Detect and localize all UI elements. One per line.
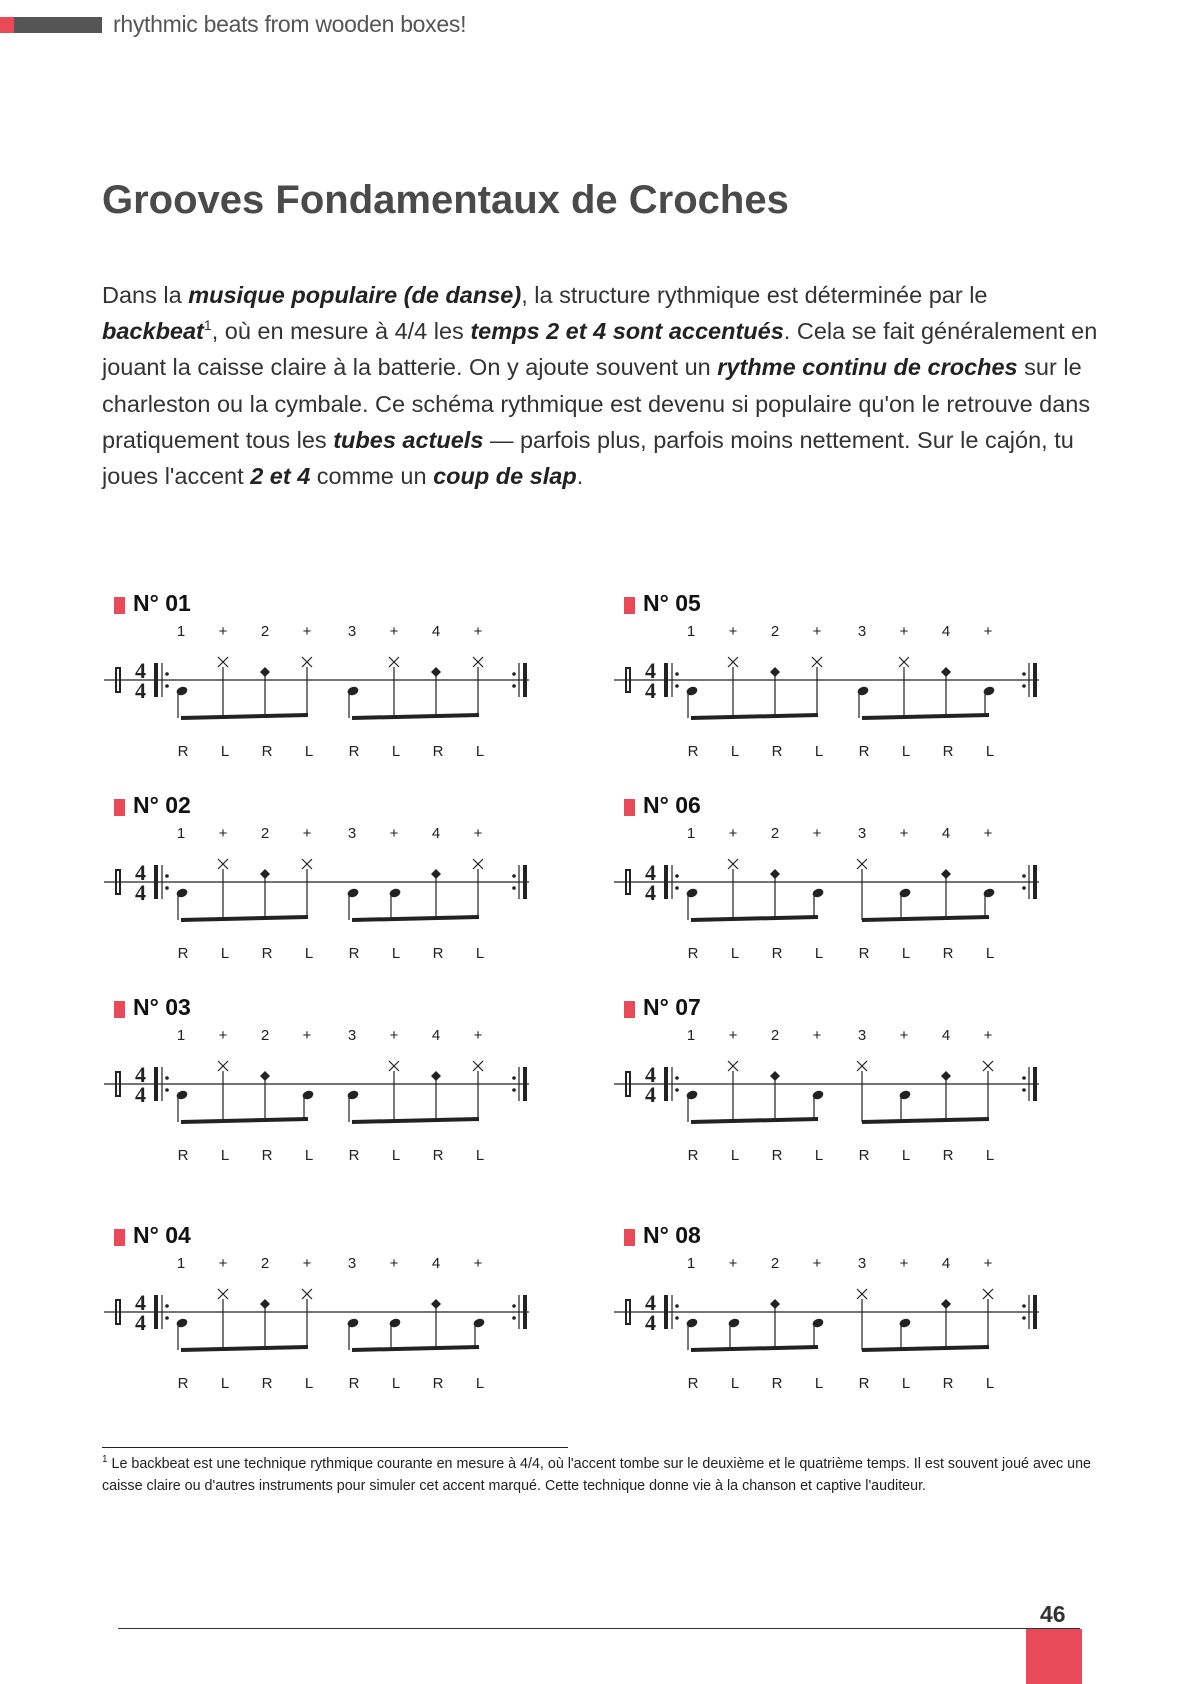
sticking-label: L [391,1375,401,1392]
repeat-dot [165,1088,169,1092]
repeat-dot [165,672,169,676]
exercise-03 [104,994,584,1184]
sticking-label: L [814,945,824,962]
sticking-label: R [261,743,273,760]
sticking-label: R [771,945,783,962]
repeat-dot [675,1088,679,1092]
count-label: 1 [686,623,696,640]
sticking-label: R [858,945,870,962]
bullet-marker [624,1229,635,1246]
sticking-label: R [687,1375,699,1392]
footnote: $^1$ Le backbeat est une technique rythmique courante en mesure à 4/4, où l'accent tombe sur le deuxième et le quatrième temps. Il est souvent joué avec une caisse claire ou d'autres instruments pour simuler cet accent marqué. Cette technique donne vie à la chanson et captive l'auditeur. [102,1454,1092,1494]
count-label: 3 [857,825,867,842]
footnote-ref: 1 [203,317,212,334]
bullet-marker [114,799,125,816]
beam [862,1347,989,1350]
count-label: + [812,1027,822,1044]
exercise-04 [104,1222,584,1412]
sticking-label: L [730,1375,740,1392]
header-gray-bar [14,17,102,33]
count-label: + [728,825,738,842]
count-label: + [899,825,909,842]
sticking-label: L [730,945,740,962]
repeat-dot [675,1076,679,1080]
sticking-label: R [177,945,189,962]
time-signature-top: 4 [645,658,656,683]
sticking-label: R [348,1147,360,1164]
exercise-01 [104,590,584,780]
count-label: 3 [857,1255,867,1272]
repeat-dot [165,1076,169,1080]
count-label: 3 [857,1027,867,1044]
sticking-label: L [220,743,230,760]
repeat-dot [512,672,516,676]
repeat-dot [1022,1304,1026,1308]
repeat-dot [512,684,516,688]
exercise-label: N° 03 [114,994,191,1021]
repeat-dot [1022,874,1026,878]
count-label: 4 [431,825,441,842]
beam [352,1119,479,1122]
count-label: + [302,1255,312,1272]
count-label: + [473,1255,483,1272]
count-label: 2 [260,825,270,842]
count-label: 1 [686,1027,696,1044]
repeat-dot [1022,1088,1026,1092]
time-signature-top: 4 [135,1290,146,1315]
repeat-dot [512,1088,516,1092]
repeat-dot [165,684,169,688]
repeat-dot [512,1304,516,1308]
sticking-label: R [177,1147,189,1164]
exercise-02 [104,792,584,982]
sticking-label: L [901,945,911,962]
count-label: 4 [941,825,951,842]
beam [691,715,818,718]
time-signature-top: 4 [645,860,656,885]
sticking-label: L [814,1147,824,1164]
beam [862,917,989,920]
sticking-label: R [348,1375,360,1392]
sticking-label: R [348,945,360,962]
exercise-label: N° 02 [114,792,191,819]
sticking-label: R [348,743,360,760]
sticking-label: L [220,1147,230,1164]
repeat-dot [512,1076,516,1080]
repeat-dot [675,684,679,688]
count-label: 4 [941,623,951,640]
count-label: 2 [260,623,270,640]
count-label: 4 [431,623,441,640]
count-label: 4 [431,1027,441,1044]
sticking-label: L [304,1375,314,1392]
count-label: 1 [176,623,186,640]
sticking-label: R [771,1375,783,1392]
sticking-label: L [475,743,485,760]
sticking-label: L [985,1147,995,1164]
notation-staff [614,1027,1084,1169]
sticking-label: L [985,743,995,760]
count-label: + [389,623,399,640]
count-label: 1 [176,1255,186,1272]
bullet-marker [114,1001,125,1018]
sticking-label: R [858,1375,870,1392]
time-signature-top: 4 [645,1062,656,1087]
repeat-dot [165,886,169,890]
beam [691,917,818,920]
footnote-rule [102,1447,568,1448]
beam [691,1347,818,1350]
sticking-label: R [942,743,954,760]
sticking-label: L [730,1147,740,1164]
sticking-label: L [220,945,230,962]
time-signature-top: 4 [135,860,146,885]
count-label: + [389,1255,399,1272]
count-label: + [218,1255,228,1272]
count-label: + [473,1027,483,1044]
time-signature-bottom: 4 [135,1082,146,1107]
notation-staff [104,623,574,765]
sticking-label: L [901,743,911,760]
count-label: + [812,1255,822,1272]
notation-staff [104,825,574,967]
count-label: + [728,1255,738,1272]
repeat-dot [675,874,679,878]
sticking-label: L [475,1375,485,1392]
sticking-label: R [432,1147,444,1164]
sticking-label: L [304,1147,314,1164]
time-signature-bottom: 4 [645,880,656,905]
page-title: Grooves Fondamentaux de Croches [102,178,789,222]
bullet-marker [624,597,635,614]
notation-staff [614,1255,1084,1397]
count-label: + [899,1027,909,1044]
count-label: + [302,623,312,640]
sticking-label: R [942,1147,954,1164]
sticking-label: L [985,945,995,962]
repeat-dot [675,886,679,890]
repeat-dot [165,1316,169,1320]
count-label: 1 [686,1255,696,1272]
sticking-label: R [942,945,954,962]
count-label: + [218,623,228,640]
sticking-label: R [771,1147,783,1164]
repeat-dot [512,1316,516,1320]
count-label: + [812,623,822,640]
exercise-05 [614,590,1094,780]
header-accent-bar [0,17,14,33]
sticking-label: L [304,743,314,760]
sticking-label: L [304,945,314,962]
sticking-label: R [687,1147,699,1164]
repeat-dot [675,1316,679,1320]
count-label: + [218,825,228,842]
repeat-dot [165,874,169,878]
count-label: + [302,1027,312,1044]
sticking-label: R [432,1375,444,1392]
notation-staff [104,1255,574,1397]
beam [181,917,308,920]
sticking-label: R [261,1147,273,1164]
count-label: 1 [176,825,186,842]
sticking-label: R [858,743,870,760]
beam [352,715,479,718]
repeat-dot [1022,684,1026,688]
count-label: 4 [941,1027,951,1044]
sticking-label: R [261,1375,273,1392]
sticking-label: L [814,743,824,760]
sticking-label: R [177,743,189,760]
beam [181,1347,308,1350]
count-label: 2 [770,623,780,640]
count-label: + [728,1027,738,1044]
sticking-label: R [261,945,273,962]
count-label: 3 [347,825,357,842]
sticking-label: L [901,1375,911,1392]
time-signature-bottom: 4 [645,678,656,703]
sticking-label: L [220,1375,230,1392]
exercise-label: N° 07 [624,994,701,1021]
count-label: + [899,623,909,640]
sticking-label: L [814,1375,824,1392]
notation-staff [614,623,1084,765]
sticking-label: R [432,945,444,962]
time-signature-bottom: 4 [645,1082,656,1107]
count-label: + [389,1027,399,1044]
beam [181,1119,308,1122]
repeat-dot [675,672,679,676]
beam [862,715,989,718]
count-label: 2 [770,1027,780,1044]
count-label: + [302,825,312,842]
exercise-07 [614,994,1094,1184]
notation-staff [614,825,1084,967]
count-label: 2 [770,1255,780,1272]
count-label: 1 [176,1027,186,1044]
count-label: + [983,1255,993,1272]
count-label: + [389,825,399,842]
count-label: + [473,623,483,640]
sticking-label: R [432,743,444,760]
beam [691,1119,818,1122]
sticking-label: R [858,1147,870,1164]
page-number: 46 [1040,1601,1066,1627]
count-label: + [218,1027,228,1044]
bullet-marker [624,799,635,816]
time-signature-bottom: 4 [135,678,146,703]
exercise-label: N° 06 [624,792,701,819]
repeat-dot [1022,672,1026,676]
exercise-label: N° 04 [114,1222,191,1249]
time-signature-top: 4 [645,1290,656,1315]
count-label: + [983,1027,993,1044]
sticking-label: R [177,1375,189,1392]
sticking-label: L [475,1147,485,1164]
repeat-dot [675,1304,679,1308]
beam [352,917,479,920]
time-signature-top: 4 [135,1062,146,1087]
exercise-08 [614,1222,1094,1412]
count-label: + [899,1255,909,1272]
exercise-label: N° 05 [624,590,701,617]
repeat-dot [512,874,516,878]
sticking-label: R [687,945,699,962]
beam [352,1347,479,1350]
repeat-dot [1022,886,1026,890]
count-label: 2 [770,825,780,842]
exercise-label: N° 01 [114,590,191,617]
sticking-label: L [391,1147,401,1164]
count-label: 3 [347,1027,357,1044]
beam [181,715,308,718]
exercise-label: N° 08 [624,1222,701,1249]
time-signature-bottom: 4 [135,1310,146,1335]
intro-paragraph: Dans la musique populaire (de danse), la structure rythmique est déterminée par le backbeat$^1$, où en mesure à 4/4 les temps 2 et 4 sont accentués. Cela se fait généralement en jouant la caisse claire à la batterie. On y ajoute souvent un rythme continu de croches sur le charleston ou la cymbale. Ce schéma rythmique est devenu si populaire qu'on le retrouve dans pratiquement tous les tubes actuels — parfois plus, parfois moins nettement. Sur le cajón, tu joues l'accent 2 et 4 comme un coup de slap. [102,282,1098,490]
footer-rule [118,1628,1080,1629]
count-label: 3 [857,623,867,640]
count-label: + [983,825,993,842]
sticking-label: R [687,743,699,760]
beam [862,1119,989,1122]
bullet-marker [114,1229,125,1246]
sticking-label: L [730,743,740,760]
sticking-label: L [901,1147,911,1164]
bullet-marker [114,597,125,614]
time-signature-bottom: 4 [645,1310,656,1335]
running-title: rhythmic beats from wooden boxes! [113,11,467,37]
sticking-label: L [391,945,401,962]
time-signature-top: 4 [135,658,146,683]
count-label: + [983,623,993,640]
count-label: + [812,825,822,842]
time-signature-bottom: 4 [135,880,146,905]
footer-accent-box [1026,1629,1082,1684]
count-label: 1 [686,825,696,842]
count-label: 2 [260,1027,270,1044]
count-label: 3 [347,1255,357,1272]
bullet-marker [624,1001,635,1018]
repeat-dot [1022,1316,1026,1320]
exercise-06 [614,792,1094,982]
sticking-label: L [985,1375,995,1392]
repeat-dot [165,1304,169,1308]
sticking-label: L [475,945,485,962]
repeat-dot [1022,1076,1026,1080]
count-label: 4 [941,1255,951,1272]
count-label: 2 [260,1255,270,1272]
count-label: + [728,623,738,640]
count-label: 3 [347,623,357,640]
sticking-label: L [391,743,401,760]
sticking-label: R [771,743,783,760]
notation-staff [104,1027,574,1169]
count-label: 4 [431,1255,441,1272]
sticking-label: R [942,1375,954,1392]
repeat-dot [512,886,516,890]
count-label: + [473,825,483,842]
